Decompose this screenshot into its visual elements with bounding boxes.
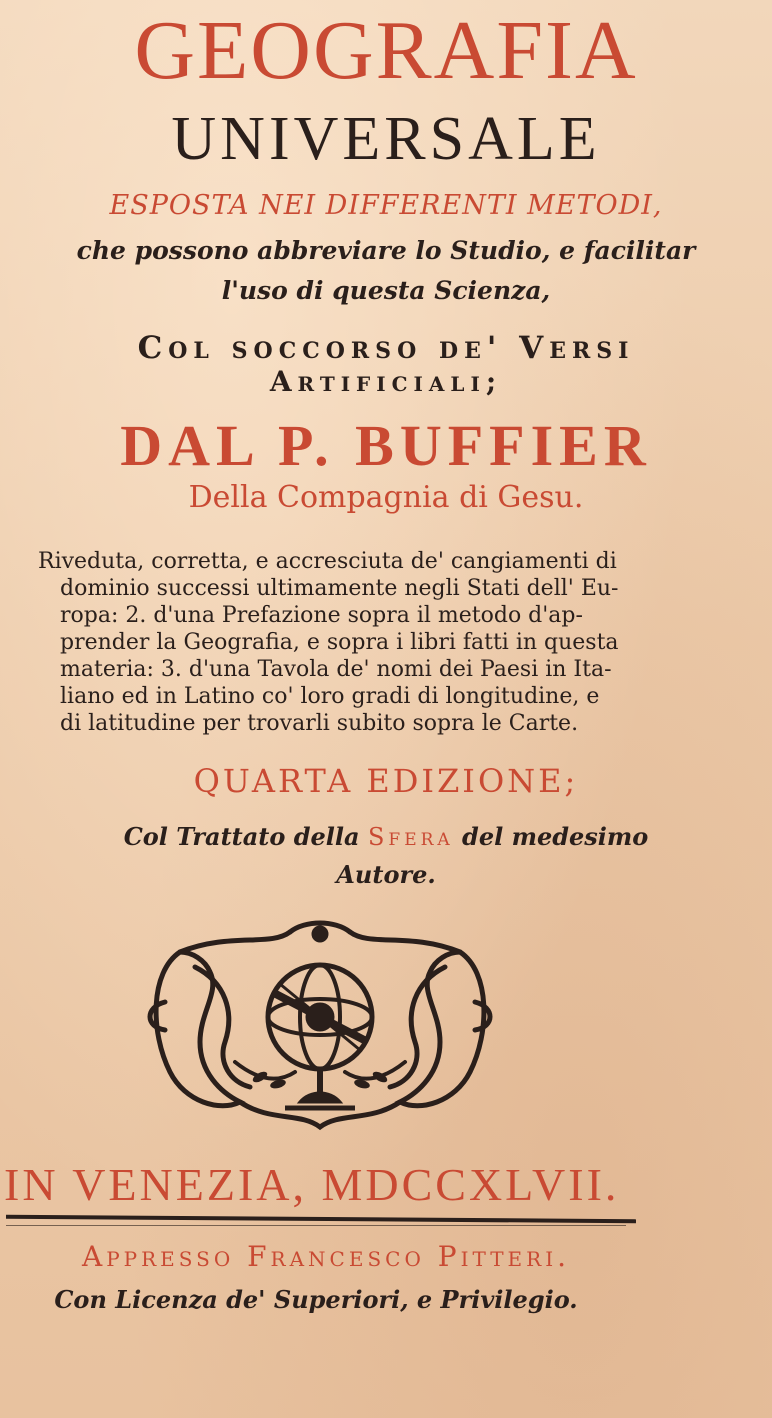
place-and-date: IN VENEZIA, MDCCXLVII. [4,1159,620,1210]
verses-line-2: Artificiali; [269,365,503,398]
subtitle-line-1: ESPOSTA NEI DIFFERENTI METODI, [109,190,663,221]
verses-line-1: Col soccorso de' Versi [137,330,635,366]
divider-rule-thin [6,1225,626,1226]
description-line: di latitudine per trovarli subito sopra le Carte. [60,711,579,736]
subtitle-line-3: l'uso di questa Scienza, [221,276,551,305]
armillary-sphere-ornament-icon [140,912,500,1138]
subtitle-line-2: che possono abbreviare lo Studio, e facilitar [76,236,696,265]
edition: QUARTA EDIZIONE; [193,762,579,800]
description-line: Riveduta, corretta, e accresciuta de' cangiamenti di [38,549,617,574]
printer-line: Appresso Francesco Pitteri. [81,1240,571,1273]
sphere-line-1 [0,822,772,851]
description-line: prender la Geografia, e sopra i libri fatti in questa [60,630,619,655]
description-line: ropa: 2. d'una Prefazione sopra il metodo d'ap- [60,603,583,628]
license-line: Con Licenza de' Superiori, e Privilegio. [54,1285,578,1314]
description-line: liano ed in Latino co' loro gradi di longitudine, e [60,684,600,709]
title-line-2: UNIVERSALE [171,105,601,173]
sphere-line-2: Autore. [336,860,436,889]
description-paragraph [38,548,738,737]
title-line-1: GEOGRAFIA [134,4,638,97]
sphere-prefix: Col Trattato della [123,822,368,851]
author-company: Della Compagnia di Gesu. [188,480,584,515]
divider-rule [6,1215,636,1223]
sphere-word: Sfera [367,823,454,851]
description-line: dominio successi ultimamente negli Stati dell' Eu- [60,576,619,601]
description-line: materia: 3. d'una Tavola de' nomi dei Paesi in Ita- [60,657,612,682]
sphere-suffix: del medesimo [453,822,649,851]
author-name: DAL P. BUFFIER [120,413,652,478]
